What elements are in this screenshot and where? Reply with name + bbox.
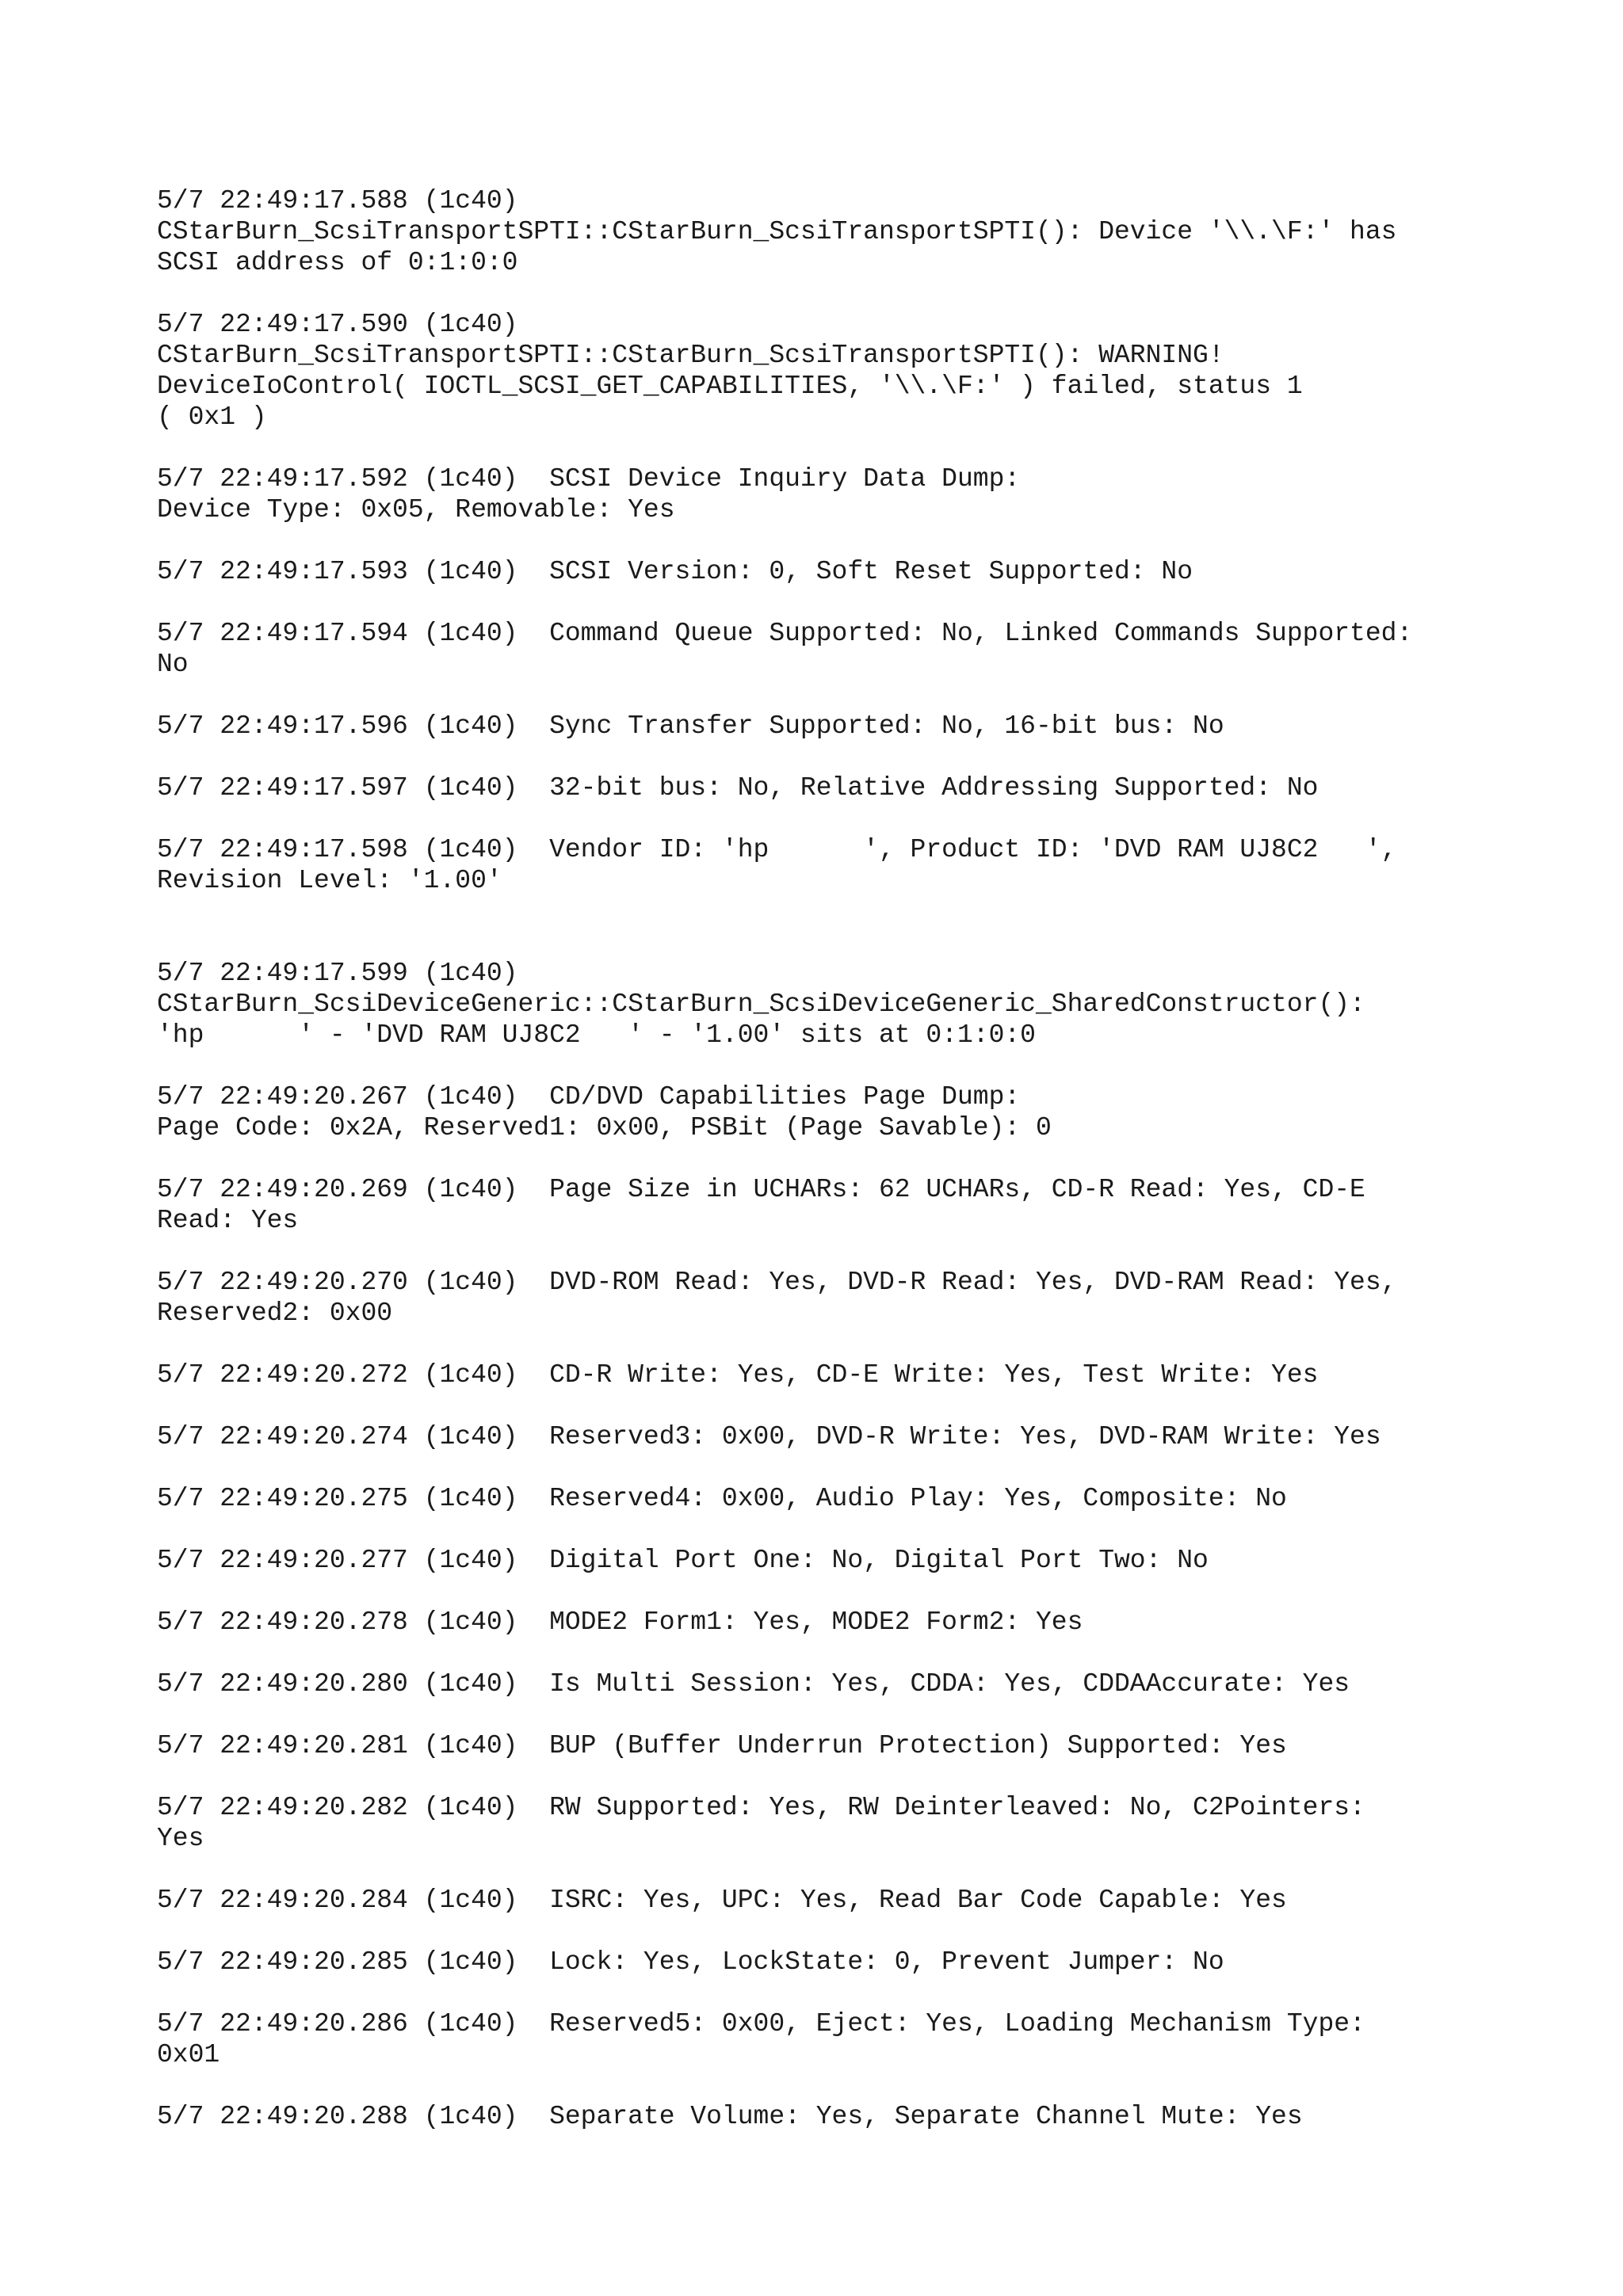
log-line: 5/7 22:49:20.274 (1c40) Reserved3: 0x00, DVD-R Write: Yes, DVD-RAM Write: Yes (157, 1422, 1381, 1451)
log-line: 5/7 22:49:20.269 (1c40) Page Size in UCHARs: 62 UCHARs, CD-R Read: Yes, CD-E (157, 1175, 1365, 1204)
log-line: DeviceIoControl( IOCTL_SCSI_GET_CAPABILITIES, '\\.\F:' ) failed, status 1 (157, 372, 1303, 401)
log-entry (157, 2008, 1568, 2070)
log-line: 5/7 22:49:20.284 (1c40) ISRC: Yes, UPC: Yes, Read Bar Code Capable: Yes (157, 1886, 1287, 1915)
log-line: Revision Level: '1.00' (157, 866, 502, 895)
log-line: ( 0x1 ) (157, 402, 267, 432)
log-line: Page Code: 0x2A, Reserved1: 0x00, PSBit (Page Savable): 0 (157, 1113, 1052, 1142)
log-entry (157, 958, 1568, 1051)
log-line: 5/7 22:49:20.280 (1c40) Is Multi Session: Yes, CDDA: Yes, CDDAAccurate: Yes (157, 1669, 1350, 1699)
log-line: CStarBurn_ScsiDeviceGeneric::CStarBurn_ScsiDeviceGeneric_SharedConstructor(): (157, 990, 1365, 1019)
log-line: 5/7 22:49:20.267 (1c40) CD/DVD Capabilities Page Dump: (157, 1082, 1021, 1112)
log-line: 0x01 (157, 2040, 220, 2069)
log-line: 5/7 22:49:17.598 (1c40) Vendor ID: 'hp ', Product ID: 'DVD RAM UJ8C2 ', (157, 835, 1397, 864)
log-line: 5/7 22:49:20.278 (1c40) MODE2 Form1: Yes, MODE2 Form2: Yes (157, 1608, 1083, 1637)
log-entry (157, 1607, 1568, 1638)
log-line: 5/7 22:49:20.270 (1c40) DVD-ROM Read: Yes, DVD-R Read: Yes, DVD-RAM Read: Yes, (157, 1268, 1397, 1297)
log-line: 5/7 22:49:20.277 (1c40) Digital Port One: No, Digital Port Two: No (157, 1546, 1209, 1575)
log-entry (157, 1483, 1568, 1514)
log-entry (157, 618, 1568, 680)
log-line: 5/7 22:49:20.282 (1c40) RW Supported: Yes, RW Deinterleaved: No, C2Pointers: (157, 1793, 1365, 1822)
log-entry (157, 711, 1568, 742)
log-line: 5/7 22:49:17.588 (1c40) (157, 186, 518, 215)
log-entry (157, 1947, 1568, 1978)
log-line: 'hp ' - 'DVD RAM UJ8C2 ' - '1.00' sits at 0:1:0:0 (157, 1020, 1036, 1050)
log-entry (157, 2101, 1568, 2132)
log-entry (157, 1267, 1568, 1329)
log-line: Reserved2: 0x00 (157, 1299, 393, 1328)
log-line: 5/7 22:49:20.275 (1c40) Reserved4: 0x00, Audio Play: Yes, Composite: No (157, 1484, 1287, 1513)
log-line: 5/7 22:49:17.599 (1c40) (157, 959, 518, 988)
log-line: 5/7 22:49:20.288 (1c40) Separate Volume: Yes, Separate Channel Mute: Yes (157, 2102, 1303, 2131)
log-line: 5/7 22:49:20.285 (1c40) Lock: Yes, LockState: 0, Prevent Jumper: No (157, 1947, 1224, 1977)
log-entry (157, 1669, 1568, 1699)
log-entry (157, 772, 1568, 803)
log-entry (157, 1081, 1568, 1143)
log-line: SCSI address of 0:1:0:0 (157, 248, 518, 277)
log-line: Yes (157, 1824, 204, 1853)
log-line: No (157, 650, 189, 679)
log-entry (157, 834, 1568, 896)
log-entry (157, 1730, 1568, 1761)
log-line: 5/7 22:49:17.597 (1c40) 32-bit bus: No, Relative Addressing Supported: No (157, 773, 1319, 803)
log-entry (157, 1360, 1568, 1390)
log-line: 5/7 22:49:17.592 (1c40) SCSI Device Inquiry Data Dump: (157, 464, 1021, 494)
log-entry (157, 185, 1568, 278)
log-line: Read: Yes (157, 1206, 299, 1235)
log-line: Device Type: 0x05, Removable: Yes (157, 495, 675, 524)
log-line: 5/7 22:49:17.594 (1c40) Command Queue Supported: No, Linked Commands Supported: (157, 619, 1413, 648)
log-entry (157, 1545, 1568, 1576)
log-line: CStarBurn_ScsiTransportSPTI::CStarBurn_ScsiTransportSPTI(): WARNING! (157, 341, 1224, 370)
log-line: 5/7 22:49:20.286 (1c40) Reserved5: 0x00, Eject: Yes, Loading Mechanism Type: (157, 2009, 1365, 2039)
log-line: CStarBurn_ScsiTransportSPTI::CStarBurn_ScsiTransportSPTI(): Device '\\.\F:' has (157, 217, 1397, 246)
log-entry (157, 1885, 1568, 1916)
log-text-body (157, 185, 1568, 2163)
log-entry (157, 1792, 1568, 1854)
log-entry (157, 463, 1568, 525)
log-entry (157, 1174, 1568, 1236)
log-line: 5/7 22:49:17.590 (1c40) (157, 310, 518, 339)
log-line: 5/7 22:49:20.281 (1c40) BUP (Buffer Underrun Protection) Supported: Yes (157, 1731, 1287, 1760)
log-entry (157, 556, 1568, 587)
log-line: 5/7 22:49:17.593 (1c40) SCSI Version: 0, Soft Reset Supported: No (157, 557, 1193, 586)
log-entry (157, 309, 1568, 433)
log-line: 5/7 22:49:17.596 (1c40) Sync Transfer Supported: No, 16-bit bus: No (157, 711, 1224, 741)
log-line: 5/7 22:49:20.272 (1c40) CD-R Write: Yes, CD-E Write: Yes, Test Write: Yes (157, 1360, 1319, 1390)
log-entry (157, 1421, 1568, 1452)
